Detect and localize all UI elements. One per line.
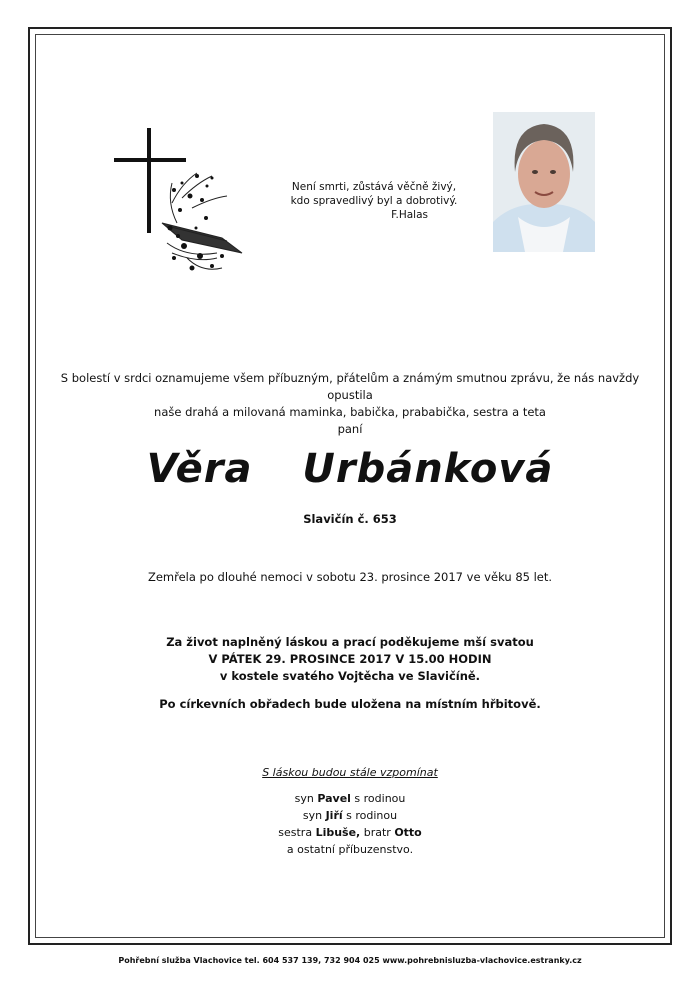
cross-with-bible-icon <box>112 128 252 288</box>
deceased-address: Slavičín č. 653 <box>303 512 397 526</box>
funeral-service-footer: Pohřební služba Vlachovice tel. 604 537 139, 732 904 025 www.pohrebnisluzba-vlachovice.estranky.cz <box>118 956 582 965</box>
death-notice: Zemřela po dlouhé nemoci v sobotu 23. prosince 2017 ve věku 85 let. <box>147 570 553 584</box>
portrait-photo <box>493 112 595 252</box>
mourners-list <box>40 790 660 858</box>
honorific: paní <box>337 422 363 436</box>
mourner-suffix: s rodinou <box>350 792 406 805</box>
quote-line-1: Není smrti, zůstává věčně živý, <box>291 181 457 193</box>
funeral-service-info <box>40 634 660 685</box>
intro-line-1: S bolestí v srdci oznamujeme všem příbuzným, přátelům a známým smutnou zprávu, že nás navždy opustila <box>60 371 640 402</box>
mourner-relation: bratr <box>360 826 395 839</box>
service-line-2: V PÁTEK 29. PROSINCE 2017 V 15.00 HODIN <box>208 652 492 666</box>
mourner-name: Pavel <box>317 792 351 805</box>
service-line-3: v kostele svatého Vojtěcha ve Slavičíně. <box>219 669 481 683</box>
mourner-line <box>40 790 660 807</box>
mourner-relation: a ostatní příbuzenstvo. <box>286 843 414 856</box>
mourner-name: Otto <box>394 826 422 839</box>
mourner-name: Jiří <box>325 809 343 822</box>
memorial-quote <box>284 180 464 222</box>
mourner-relation: syn <box>302 809 326 822</box>
announcement-intro <box>40 370 660 421</box>
mourner-line <box>40 824 660 841</box>
service-line-1: Za život naplněný láskou a prací poděkujeme mší svatou <box>166 635 534 649</box>
quote-line-2: kdo spravedlivý byl a dobrotivý. <box>290 195 458 207</box>
mourner-relation: syn <box>294 792 318 805</box>
mourner-suffix: s rodinou <box>342 809 398 822</box>
deceased-name: Věra Urbánková <box>146 446 554 492</box>
mourner-name: Libuše, <box>315 826 361 839</box>
mourner-relation: sestra <box>278 826 316 839</box>
mourner-line <box>40 841 660 858</box>
burial-info: Po církevních obřadech bude uložena na místním hřbitově. <box>159 697 541 711</box>
intro-line-2: naše drahá a milovaná maminka, babička, prababička, sestra a teta <box>154 405 546 419</box>
mourner-line <box>40 807 660 824</box>
memory-title: S láskou budou stále vzpomínat <box>262 766 438 779</box>
quote-author: F.Halas <box>391 209 428 221</box>
